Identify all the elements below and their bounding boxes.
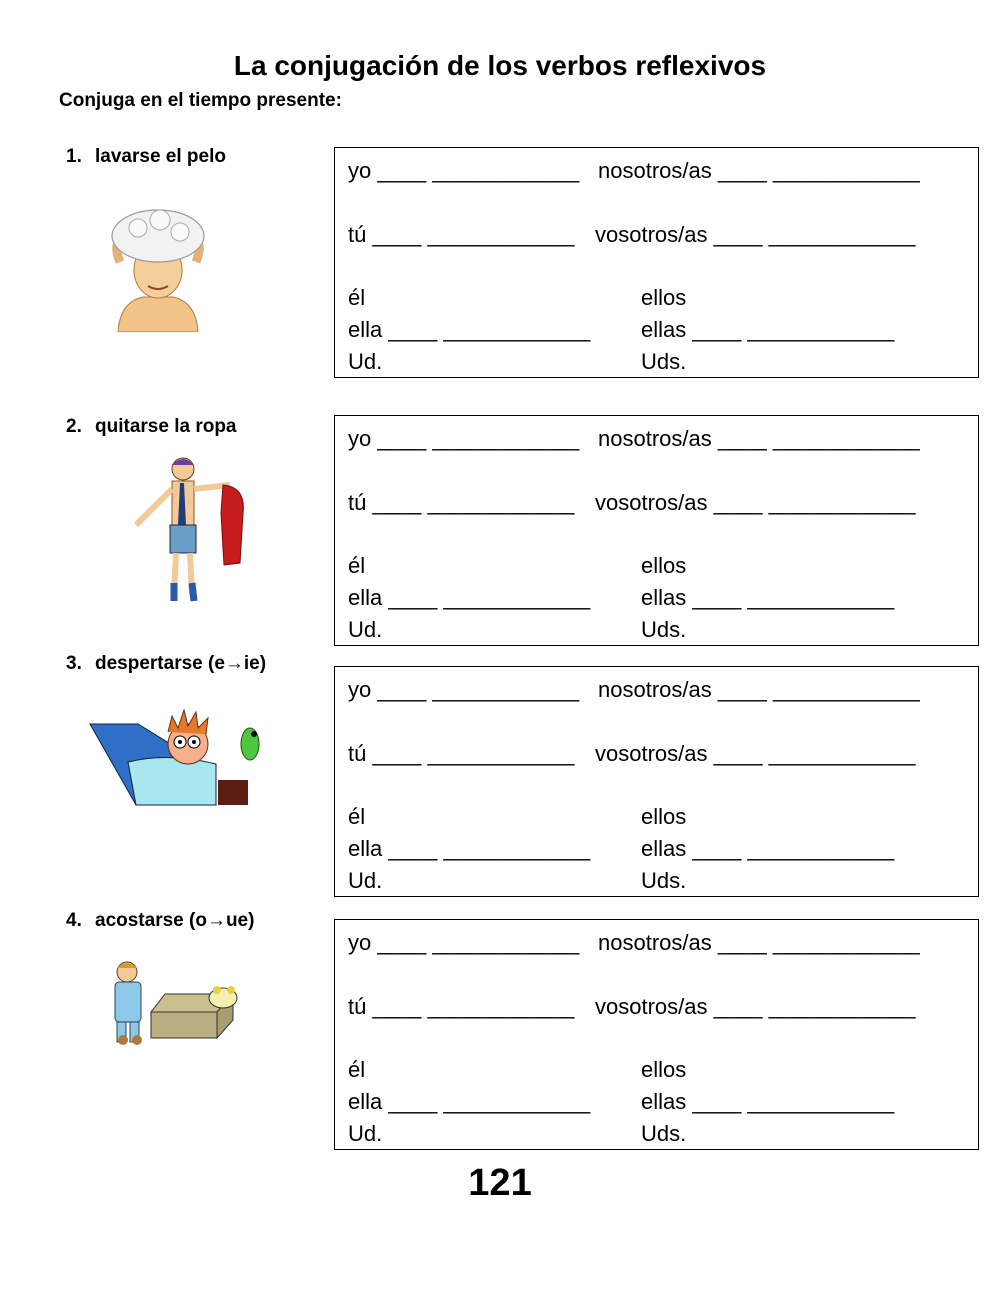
conjugation-box-3: [334, 666, 979, 897]
ud-label: Ud.: [348, 868, 383, 893]
exercise-verb: acostarse (o→ue): [95, 910, 255, 931]
ellos-label: ellos: [641, 804, 687, 829]
exercise-verb: quitarse la ropa: [95, 416, 237, 437]
yo-row[interactable]: yo ____ ____________: [348, 426, 580, 451]
exercise-number: 3.: [66, 653, 82, 674]
tu-row[interactable]: tú ____ ____________: [348, 741, 575, 766]
conjugation-box-1: [334, 147, 979, 378]
yo-row[interactable]: yo ____ ____________: [348, 158, 580, 183]
exercise-label-3: [66, 653, 266, 675]
ella-row[interactable]: ella ____ ____________: [348, 317, 591, 342]
ud-label: Ud.: [348, 349, 383, 374]
ud-label: Ud.: [348, 617, 383, 642]
el-label: él: [348, 553, 366, 578]
ellas-row[interactable]: ellas ____ ____________: [641, 836, 895, 861]
el-label: él: [348, 1057, 366, 1082]
exercise-label-4: [66, 910, 254, 932]
ellos-label: ellos: [641, 285, 687, 310]
conjugation-box-2: [334, 415, 979, 646]
vosotros-row[interactable]: vosotros/as ____ ____________: [595, 994, 916, 1019]
page-title: La conjugación de los verbos reflexivos: [233, 50, 767, 81]
el-label: él: [348, 285, 366, 310]
ella-row[interactable]: ella ____ ____________: [348, 585, 591, 610]
instructions: Conjuga en el tiempo presente:: [59, 90, 342, 111]
uds-label: Uds.: [641, 617, 687, 642]
child-going-to-bed-icon: [105, 958, 245, 1050]
conjugation-box-4: [334, 919, 979, 1150]
uds-label: Uds.: [641, 868, 687, 893]
exercise-label-2: [66, 416, 237, 438]
tu-row[interactable]: tú ____ ____________: [348, 222, 575, 247]
vosotros-row[interactable]: vosotros/as ____ ____________: [595, 741, 916, 766]
ellas-row[interactable]: ellas ____ ____________: [641, 1089, 895, 1114]
exercise-label-1: [66, 146, 226, 168]
page-number: 121: [468, 1162, 532, 1204]
uds-label: Uds.: [641, 1121, 687, 1146]
ellas-row[interactable]: ellas ____ ____________: [641, 585, 895, 610]
ud-label: Ud.: [348, 1121, 383, 1146]
vosotros-row[interactable]: vosotros/as ____ ____________: [595, 222, 916, 247]
nosotros-row[interactable]: nosotros/as ____ ____________: [598, 158, 920, 183]
exercise-number: 2.: [66, 416, 82, 437]
exercise-number: 4.: [66, 910, 82, 931]
person-waking-up-icon: [88, 702, 268, 807]
uds-label: Uds.: [641, 349, 687, 374]
vosotros-row[interactable]: vosotros/as ____ ____________: [595, 490, 916, 515]
tu-row[interactable]: tú ____ ____________: [348, 994, 575, 1019]
nosotros-row[interactable]: nosotros/as ____ ____________: [598, 677, 920, 702]
el-label: él: [348, 804, 366, 829]
ella-row[interactable]: ella ____ ____________: [348, 1089, 591, 1114]
ellos-label: ellos: [641, 553, 687, 578]
ellas-row[interactable]: ellas ____ ____________: [641, 317, 895, 342]
yo-row[interactable]: yo ____ ____________: [348, 930, 580, 955]
ellos-label: ellos: [641, 1057, 687, 1082]
exercise-verb: despertarse (e→ie): [95, 653, 267, 674]
nosotros-row[interactable]: nosotros/as ____ ____________: [598, 426, 920, 451]
tu-row[interactable]: tú ____ ____________: [348, 490, 575, 515]
yo-row[interactable]: yo ____ ____________: [348, 677, 580, 702]
ella-row[interactable]: ella ____ ____________: [348, 836, 591, 861]
person-taking-off-clothes-icon: [128, 455, 248, 605]
person-washing-hair-icon: [98, 202, 216, 332]
nosotros-row[interactable]: nosotros/as ____ ____________: [598, 930, 920, 955]
exercise-number: 1.: [66, 146, 82, 167]
exercise-verb: lavarse el pelo: [95, 146, 226, 167]
